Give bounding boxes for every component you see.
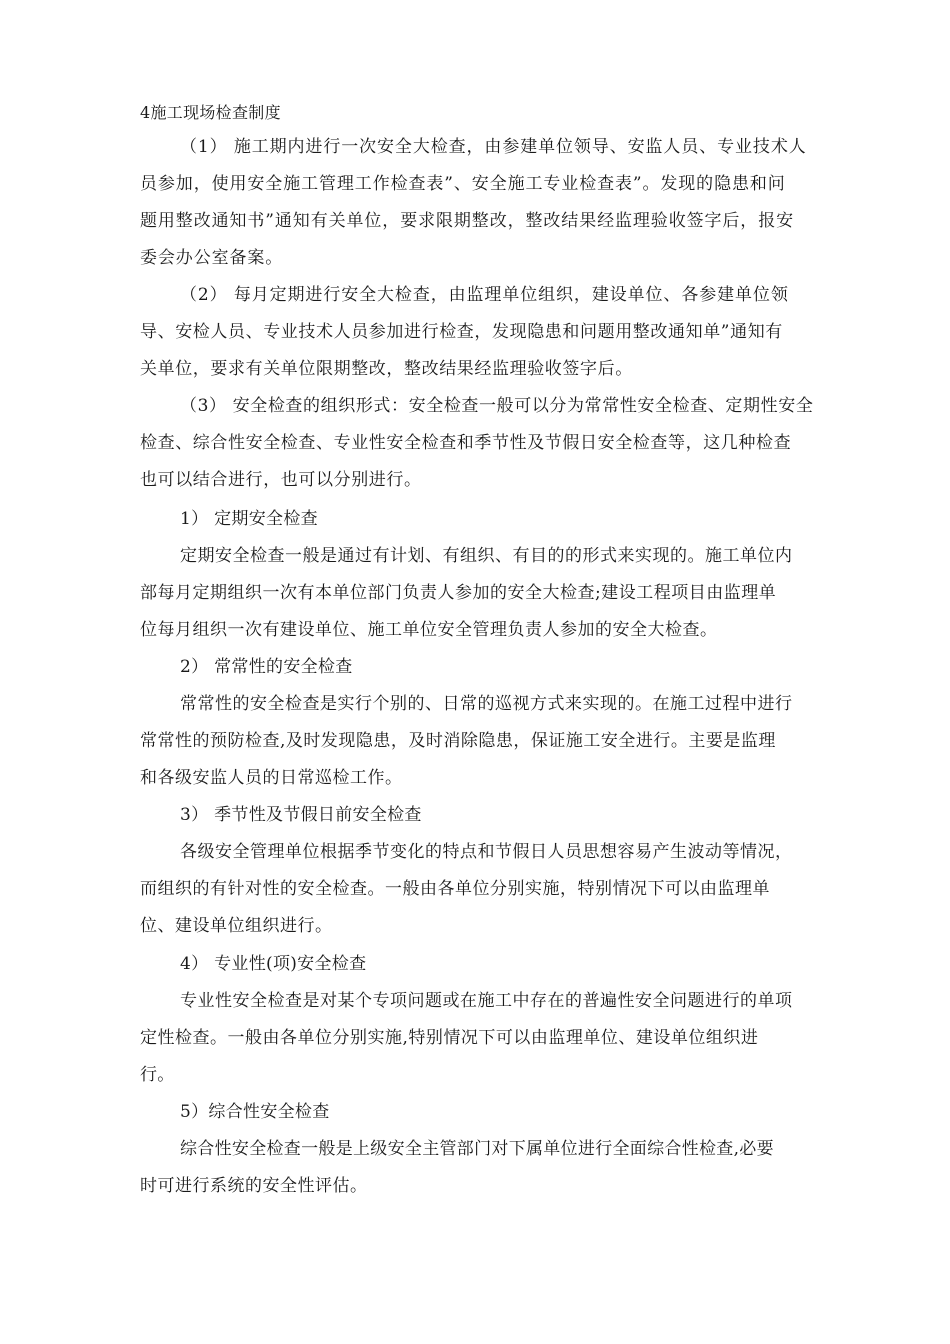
paragraph-2-line-1: （2） 每月定期进行安全大检查，由监理单位组织，建设单位、各参建单位领 [180,285,789,305]
section-2-line-3: 和各级安监人员的日常巡检工作。 [140,768,403,788]
section-3-line-3: 位、建设单位组织进行。 [140,916,333,936]
section-2-heading: 2） 常常性的安全检查 [180,657,353,677]
section-5-line-1: 综合性安全检查一般是上级安全主管部门对下属单位进行全面综合性检查,必要 [180,1139,774,1159]
section-3-line-1: 各级安全管理单位根据季节变化的特点和节假日人员思想容易产生波动等情况， [180,842,793,862]
section-4-line-2: 定性检查。一般由各单位分别实施,特别情况下可以由监理单位、建设单位组织进 [140,1028,759,1048]
section-1-line-3: 位每月组织一次有建设单位、施工单位安全管理负责人参加的安全大检查。 [140,620,718,640]
paragraph-1-line-1: （1） 施工期内进行一次安全大检查，由参建单位领导、安监人员、专业技术人 [180,137,807,157]
paragraph-2-line-2: 导、安检人员、专业技术人员参加进行检查，发现隐患和问题用整改通知单”通知有 [140,322,783,342]
section-5-heading: 5）综合性安全检查 [180,1102,330,1122]
paragraph-3-line-1: （3） 安全检查的组织形式：安全检查一般可以分为常常性安全检查、定期性安全 [180,396,814,416]
paragraph-3-line-2: 检查、综合性安全检查、专业性安全检查和季节性及节假日安全检查等，这几种检查 [140,433,792,453]
paragraph-2-line-3: 关单位，要求有关单位限期整改，整改结果经监理验收签字后。 [140,359,633,379]
paragraph-3-line-3: 也可以结合进行，也可以分别进行。 [140,470,422,490]
section-3-line-2: 而组织的有针对性的安全检查。一般由各单位分别实施，特别情况下可以由监理单 [140,879,770,899]
section-5-line-2: 时可进行系统的安全性评估。 [140,1176,368,1196]
section-2-line-2: 常常性的预防检查,及时发现隐患，及时消除隐患，保证施工安全进行。主要是监理 [140,731,776,751]
section-2-line-1: 常常性的安全检查是实行个别的、日常的巡视方式来实现的。在施工过程中进行 [180,694,793,714]
section-1-line-2: 部每月定期组织一次有本单位部门负责人参加的安全大检查;建设工程项目由监理单 [140,583,777,603]
section-4-line-3: 行。 [140,1065,175,1085]
section-3-heading: 3） 季节性及节假日前安全检查 [180,805,422,825]
paragraph-1-line-3: 题用整改通知书”通知有关单位，要求限期整改，整改结果经监理验收签字后，报安 [140,211,794,231]
document-title: 4施工现场检查制度 [140,103,281,122]
section-4-line-1: 专业性安全检查是对某个专项问题或在施工中存在的普遍性安全问题进行的单项 [180,991,793,1011]
paragraph-1-line-2: 员参加，使用安全施工管理工作检查表”、安全施工专业检查表”。发现的隐患和问 [140,174,786,194]
section-1-heading: 1） 定期安全检查 [180,509,318,529]
section-4-heading: 4） 专业性(项)安全检查 [180,954,367,974]
paragraph-1-line-4: 委会办公室备案。 [140,248,284,268]
section-1-line-1: 定期安全检查一般是通过有计划、有组织、有目的的形式来实现的。施工单位内 [180,546,793,566]
